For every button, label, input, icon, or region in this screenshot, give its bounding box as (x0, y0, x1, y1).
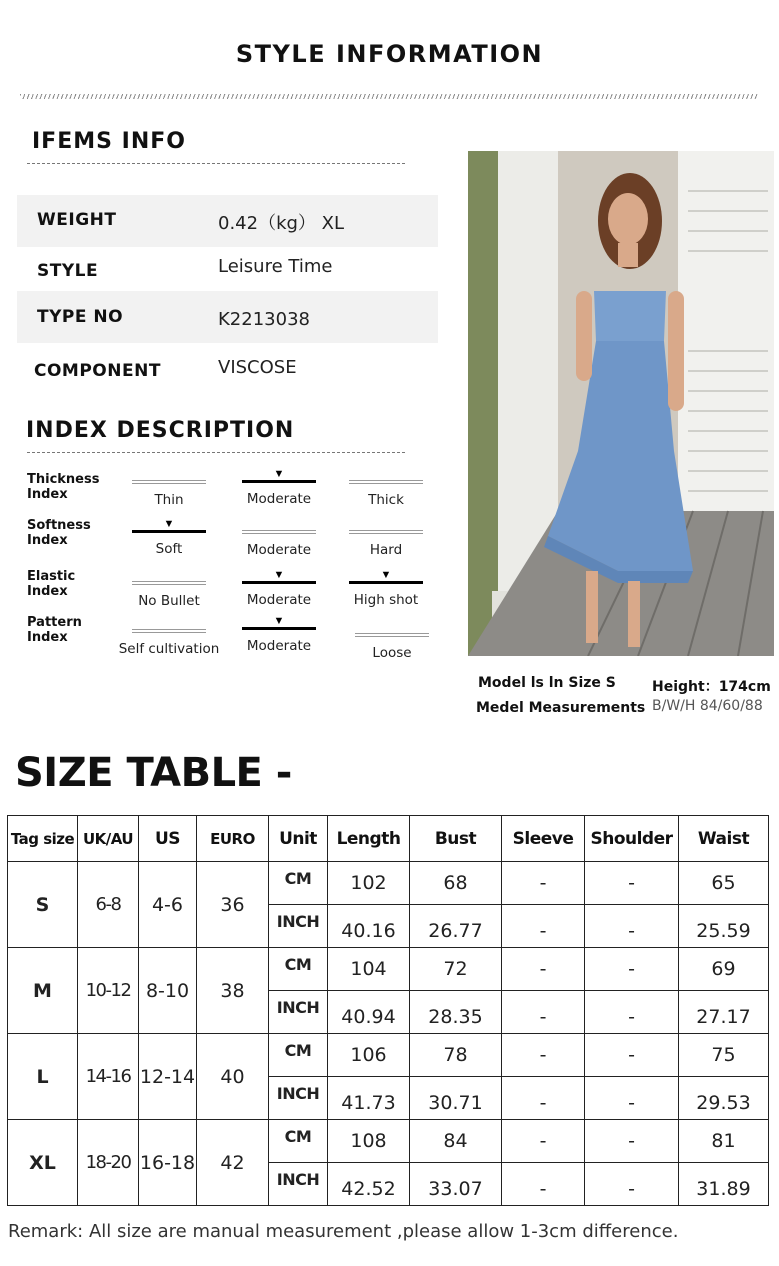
info-row-type-no (17, 291, 438, 343)
index-description-title: INDEX DESCRIPTION (26, 418, 295, 443)
pattern-loose-option: Loose (337, 622, 447, 661)
tag-size-cell: XL (8, 1120, 78, 1206)
selected-marker-icon: ▼ (273, 615, 285, 627)
header-sleeve: Sleeve (502, 816, 585, 862)
model-left-arm (576, 291, 592, 381)
length-cell: 102 (328, 862, 410, 905)
unit-cell: CM (269, 948, 328, 991)
model-face (608, 193, 648, 245)
shoulder-cell: - (585, 905, 679, 948)
selected-marker-icon: ▼ (163, 518, 175, 530)
size-table-title: SIZE TABLE - (15, 750, 292, 796)
length-cell: 40.94 (328, 991, 410, 1034)
shoulder-cell: - (585, 991, 679, 1034)
softness-moderate-option: Moderate (224, 519, 334, 558)
info-label: STYLE (37, 261, 99, 281)
softness-soft-option: ▼ Soft (114, 519, 224, 557)
pattern-self-cultivation-option: Self cultivation (114, 618, 224, 657)
elastic-high-shot-option: ▼ High shot (331, 570, 441, 608)
header-uk-au: UK/AU (78, 816, 139, 862)
pattern-moderate-option: ▼ Moderate (224, 616, 334, 654)
euro-cell: 36 (197, 862, 269, 948)
elastic-index-label: Elastic Index (27, 569, 76, 599)
euro-cell: 40 (197, 1034, 269, 1120)
model-measurements-label: Medel Measurements (476, 700, 646, 716)
size-table-header (8, 816, 769, 862)
length-cell: 104 (328, 948, 410, 991)
bust-cell: 26.77 (410, 905, 502, 948)
table-row (8, 862, 769, 905)
length-cell: 40.16 (328, 905, 410, 948)
model-left-leg (586, 571, 598, 643)
bust-cell: 72 (410, 948, 502, 991)
sleeve-cell: - (502, 948, 585, 991)
window-shutter (678, 151, 774, 511)
bust-cell: 33.07 (410, 1163, 502, 1206)
waist-cell: 81 (679, 1120, 769, 1163)
unit-cell: CM (269, 1034, 328, 1077)
items-info-divider (27, 163, 405, 164)
us-cell: 12-14 (139, 1034, 197, 1120)
info-value: K2213038 (218, 309, 310, 330)
info-label: COMPONENT (34, 361, 161, 381)
info-value: VISCOSE (218, 357, 297, 378)
sleeve-cell: - (502, 905, 585, 948)
us-cell: 8-10 (139, 948, 197, 1034)
info-label: WEIGHT (37, 210, 117, 230)
euro-cell: 38 (197, 948, 269, 1034)
header-length: Length (328, 816, 410, 862)
us-cell: 16-18 (139, 1120, 197, 1206)
shoulder-cell: - (585, 948, 679, 991)
table-row (8, 1034, 769, 1077)
waist-cell: 69 (679, 948, 769, 991)
uk-au-cell: 14-16 (78, 1034, 139, 1120)
elastic-moderate-option: ▼ Moderate (224, 570, 334, 608)
softness-index-label: Softness Index (27, 518, 91, 548)
sleeve-cell: - (502, 862, 585, 905)
unit-cell: INCH (269, 905, 328, 948)
thickness-thin-option: Thin (114, 469, 224, 508)
header-waist: Waist (679, 816, 769, 862)
info-value: 0.42（kg） XL (218, 213, 345, 234)
table-row (8, 948, 769, 991)
softness-hard-option: Hard (331, 519, 441, 558)
us-cell: 4-6 (139, 862, 197, 948)
euro-cell: 42 (197, 1120, 269, 1206)
info-row-component (17, 345, 438, 397)
model-measurements-value: B/W/H 84/60/88 (652, 698, 763, 714)
hatched-divider (20, 94, 759, 99)
model-photo-illustration (468, 151, 774, 656)
unit-cell: INCH (269, 1163, 328, 1206)
tag-size-cell: M (8, 948, 78, 1034)
sleeve-cell: - (502, 1120, 585, 1163)
bust-cell: 84 (410, 1120, 502, 1163)
bust-cell: 78 (410, 1034, 502, 1077)
header-shoulder: Shoulder (585, 816, 679, 862)
waist-cell: 25.59 (679, 905, 769, 948)
info-row-style (17, 245, 438, 297)
bust-cell: 28.35 (410, 991, 502, 1034)
thickness-thick-option: Thick (331, 469, 441, 508)
unit-cell: CM (269, 1120, 328, 1163)
sleeve-cell: - (502, 1163, 585, 1206)
model-right-leg (628, 581, 640, 647)
uk-au-cell: 10-12 (78, 948, 139, 1034)
unit-cell: INCH (269, 1077, 328, 1120)
length-cell: 41.73 (328, 1077, 410, 1120)
shoulder-cell: - (585, 1077, 679, 1120)
uk-au-cell: 18-20 (78, 1120, 139, 1206)
dress-bodice (594, 291, 666, 341)
selected-marker-icon: ▼ (380, 569, 392, 581)
model-neck (618, 243, 638, 267)
sleeve-cell: - (502, 991, 585, 1034)
header-us: US (139, 816, 197, 862)
table-row (8, 1120, 769, 1163)
elastic-no-bullet-option: No Bullet (114, 570, 224, 609)
model-height-text: Height：174cm (652, 679, 771, 695)
shoulder-cell: - (585, 1034, 679, 1077)
header-bust: Bust (410, 816, 502, 862)
tag-size-cell: L (8, 1034, 78, 1120)
header-euro: EURO (197, 816, 269, 862)
bust-cell: 68 (410, 862, 502, 905)
size-table (7, 815, 769, 1206)
shoulder-cell: - (585, 862, 679, 905)
unit-cell: CM (269, 862, 328, 905)
shoulder-cell: - (585, 1120, 679, 1163)
selected-marker-icon: ▼ (273, 468, 285, 480)
model-size-text: Model ls ln Size S (478, 675, 616, 691)
waist-cell: 75 (679, 1034, 769, 1077)
index-description-divider (27, 452, 405, 453)
page-title: STYLE INFORMATION (235, 40, 544, 68)
tag-size-cell: S (8, 862, 78, 948)
info-row-weight (17, 195, 438, 247)
waist-cell: 31.89 (679, 1163, 769, 1206)
thickness-index-label: Thickness Index (27, 472, 100, 502)
sleeve-cell: - (502, 1077, 585, 1120)
selected-marker-icon: ▼ (273, 569, 285, 581)
thickness-moderate-option: ▼ Moderate (224, 469, 334, 507)
bust-cell: 30.71 (410, 1077, 502, 1120)
length-cell: 108 (328, 1120, 410, 1163)
pattern-index-label: Pattern Index (27, 615, 82, 645)
items-info-title: IFEMS INFO (32, 129, 186, 154)
sleeve-cell: - (502, 1034, 585, 1077)
waist-cell: 29.53 (679, 1077, 769, 1120)
info-value: Leisure Time (218, 256, 333, 277)
model-right-arm (668, 291, 684, 411)
length-cell: 42.52 (328, 1163, 410, 1206)
header-unit: Unit (269, 816, 328, 862)
waist-cell: 65 (679, 862, 769, 905)
length-cell: 106 (328, 1034, 410, 1077)
info-label: TYPE NO (37, 307, 124, 327)
shoulder-cell: - (585, 1163, 679, 1206)
unit-cell: INCH (269, 991, 328, 1034)
waist-cell: 27.17 (679, 991, 769, 1034)
uk-au-cell: 6-8 (78, 862, 139, 948)
remark-text: Remark: All size are manual measurement ,please allow 1-3cm difference. (8, 1221, 679, 1242)
model-photo (468, 151, 774, 656)
header-tag-size: Tag size (8, 816, 78, 862)
